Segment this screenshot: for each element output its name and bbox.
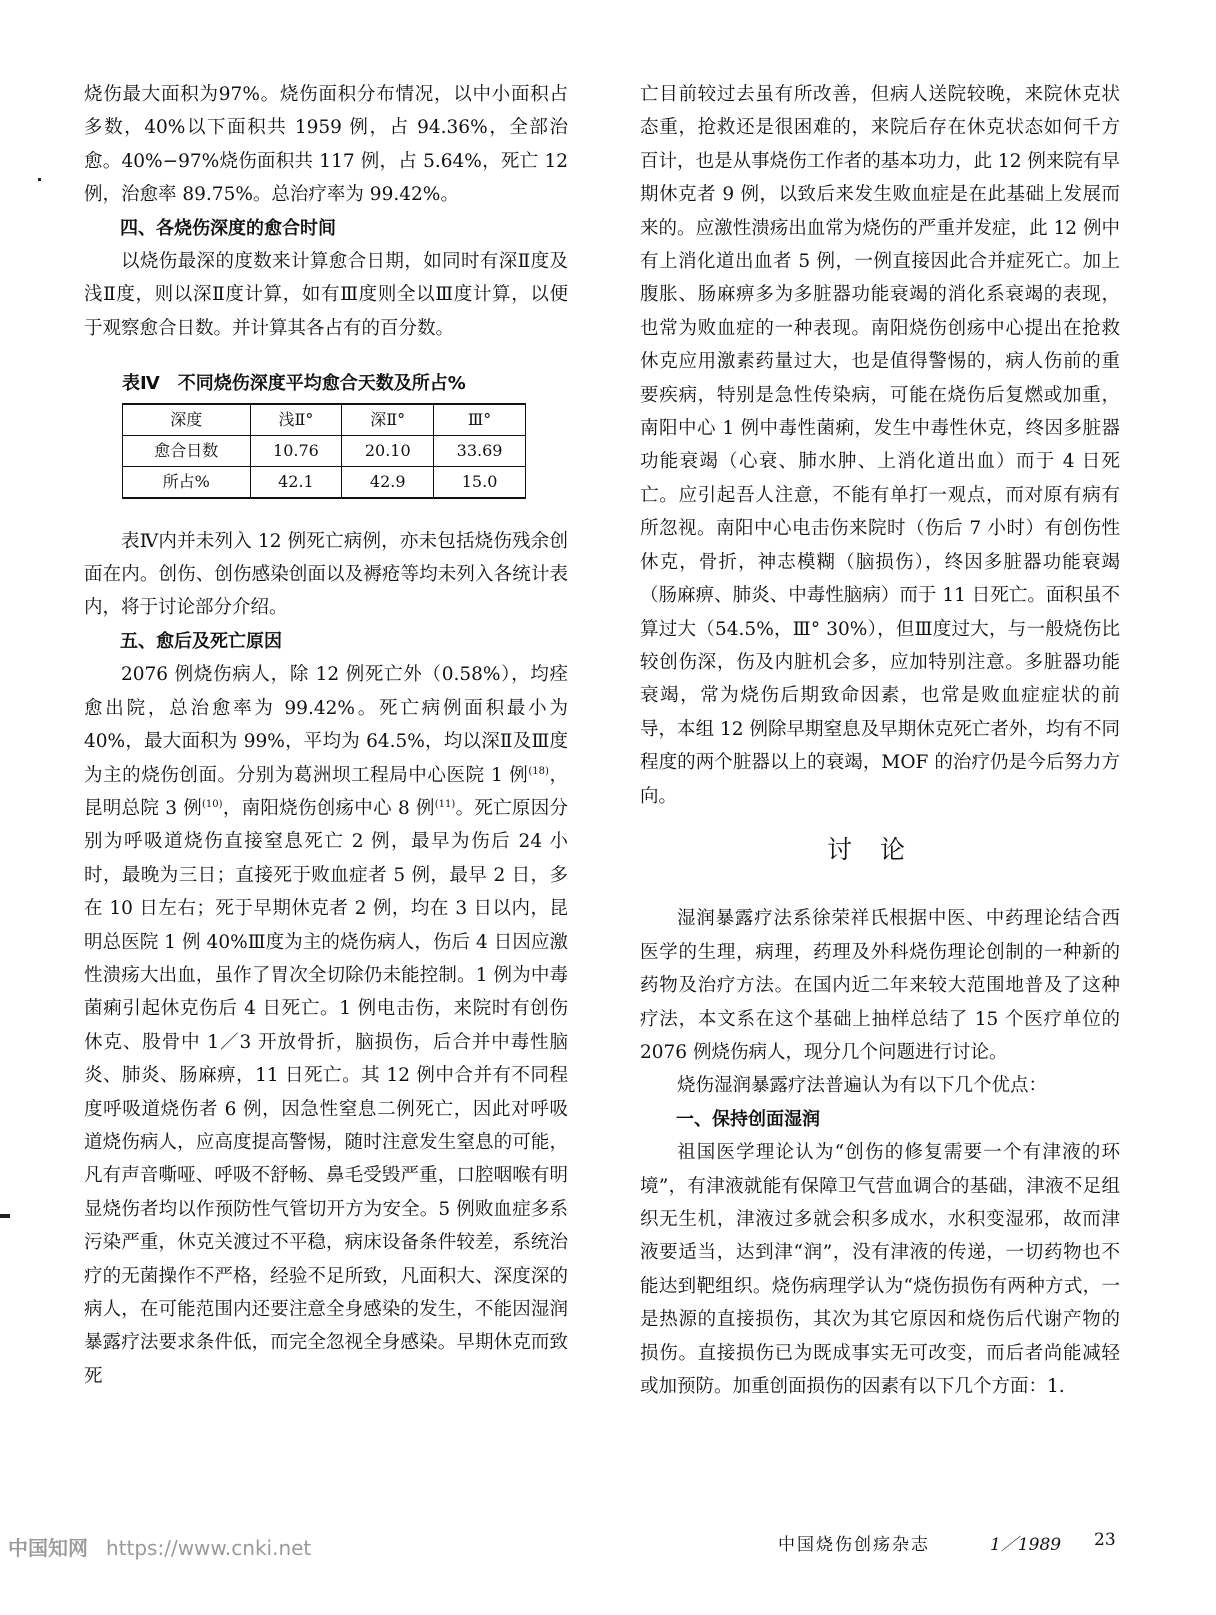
section-heading: 五、愈后及死亡原因 [120, 630, 282, 652]
table-cell: 所占% [123, 466, 251, 498]
watermark [8, 1532, 311, 1561]
table-row [123, 466, 526, 498]
citation: (10) [202, 798, 223, 810]
table-cell: 20.10 [342, 435, 434, 466]
paragraph [84, 658, 568, 1393]
paragraph: 烧伤湿润暴露疗法普遍认为有以下几个优点： [677, 1075, 1048, 1097]
table-header-row [123, 404, 526, 436]
paragraph: 烧伤最大面积为97%。烧伤面积分布情况，以中小面积占多数，40%以下面积共 1959 例，占 94.36%，全部治愈。40%−97%烧伤面积共 117 例，占 5.64%，死亡 12 例，治愈率 89.75%。总治疗率为 99.42%。 [84, 84, 568, 206]
table-header-cell: 浅Ⅱ° [250, 404, 342, 436]
section-heading: 四、各烧伤深度的愈合时间 [120, 217, 336, 239]
journal-name: 中国烧伤创疡杂志 [778, 1535, 930, 1555]
table-cell: 42.9 [342, 466, 434, 498]
section-title: 讨论 [826, 834, 933, 864]
text-run: 。死亡原因分别为呼吸道烧伤直接窒息死亡 2 例，最早为伤后 24 小时，最晚为三日；直接死于败血症者 5 例，最早 2 日，多在 10 日左右；死于早期休克者 2 例，均在 3 日以内，昆明总医院 1 例 40%Ⅲ度为主的烧伤病人，伤后 4 日因应激性溃疡大出血，虽作了胃次全切除仍未能控制。1 例为中毒菌痢引起休克伤后 4 日死亡。1 例电击伤，来院时有创伤休克、股骨中 1／3 开放骨折，脑损伤，后合并中毒性脑炎、肺炎、肠麻痹，11 日死亡。其 12 例中合并有不同程度呼吸道烧伤者 6 例，因急性窒息二例死亡，因此对呼吸道烧伤病人，应高度提高警惕，随时注意发生窒息的可能，凡有声音嘶哑、呼吸不舒畅、鼻毛受毁严重，口腔咽喉有明显烧伤者均以作预防性气管切开方为安全。5 例败血症多系污染严重，休克关渡过不平稳，病床设备条件较差，系统治疗的无菌操作不严格，经验不足所致，凡面积大、深度深的病人，在可能范围内还要注意全身感染的发生，不能因湿润暴露疗法要求条件低，而完全忽视全身感染。早期休克而致死 [84, 797, 568, 1387]
left-column [84, 78, 568, 1393]
paragraph: 表Ⅳ内并未列入 12 例死亡病例，亦未包括烧伤残余创面在内。创伤、创伤感染创面以及褥疮等均未列入各统计表内，将于讨论部分介绍。 [84, 530, 568, 619]
right-column [640, 78, 1120, 1403]
paragraph: 湿润暴露疗法系徐荣祥氏根据中医、中药理论结合西医学的生理，病理，药理及外科烧伤理论创制的一种新的药物及治疗方法。在国内近二年来较大范围地普及了这种疗法，本文系在这个基础上抽样总结了 15 个医疗单位的 2076 例烧伤病人，现分几个问题进行讨论。 [640, 908, 1120, 1063]
table-header-cell: 深Ⅱ° [342, 404, 434, 436]
paragraph: 亡目前较过去虽有所改善，但病人送院较晚，来院休克状态重，抢救还是很困难的，来院后存在休克状态如何千方百计，也是从事烧伤工作者的基本功力，此 12 例来院有早期休克者 9 例，以致后来发生败血症是在此基础上发展而来的。应激性溃疡出血常为烧伤的严重并发症，此 12 例中有上消化道出血者 5 例，一例直接因此合并症死亡。加上腹胀、肠麻痹多为多脏器功能衰竭的消化系衰竭的表现，也常为败血症的一种表现。南阳烧伤创疡中心提出在抢救休克应用激素药量过大，也是值得警惕的，病人伤前的重要疾病，特别是急性传染病，可能在烧伤后复燃或加重，南阳中心 1 例中毒性菌痢，发生中毒性休克，终因多脏器功能衰竭（心衰、肺水肿、上消化道出血）而于 4 日死亡。应引起吾人注意，不能有单打一观点，而对原有病有所忽视。南阳中心电击伤来院时（伤后 7 小时）有创伤性休克，骨折，神志模糊（脑损伤），终因多脏器功能衰竭（肠麻痹、肺炎、中毒性脑病）而于 11 日死亡。面积虽不算过大（54.5%，Ⅲ° 30%），但Ⅲ度过大，与一般烧伤比较创伤深，伤及内脏机会多，应加特别注意。多脏器功能衰竭，常为烧伤后期致命因素，也常是败血症症状的前导，本组 12 例除早期窒息及早期休克死亡者外，均有不同程度的两个脏器以上的衰竭，MOF 的治疗仍是今后努力方向。 [640, 84, 1120, 807]
issue-number: 1／1989 [990, 1535, 1062, 1555]
citation: (18) [528, 765, 549, 777]
watermark-url: https://www.cnki.net [106, 1536, 312, 1560]
paragraph: 以烧伤最深的度数来计算愈合日期，如同时有深Ⅱ度及浅Ⅱ度，则以深Ⅱ度计算，如有Ⅲ度则全以Ⅲ度计算，以便于观察愈合日数。并计算其各占有的百分数。 [84, 251, 568, 339]
data-table [122, 403, 526, 499]
table-cell: 42.1 [250, 466, 342, 498]
scan-mark [0, 1214, 10, 1218]
scan-mark [38, 178, 41, 181]
citation: (11) [434, 798, 456, 810]
text-run: 2076 例烧伤病人，除 12 例死亡外（0.58%），均痊愈出院，总治愈率为 99.42%。死亡病例面积最小为 40%，最大面积为 99%，平均为 64.5%，均以深Ⅱ及Ⅲ度为主的烧伤创面。分别为葛洲坝工程局中心医院 1 例 [84, 664, 568, 786]
table-cell: 愈合日数 [123, 435, 251, 466]
text-run: ，南阳烧伤创疡中心 8 例 [222, 797, 435, 819]
table-caption: 表Ⅳ 不同烧伤深度平均愈合天数及所占% [122, 373, 466, 395]
text-run: ，昆明总院 3 例 [84, 764, 568, 819]
section-heading: 一、保持创面湿润 [676, 1108, 820, 1130]
table-cell: 33.69 [434, 435, 526, 466]
table-header-cell: 深度 [123, 404, 251, 436]
paragraph: 祖国医学理论认为“创伤的修复需要一个有津液的环境”，有津液就能有保障卫气营血调合的基础，津液不足组织无生机，津液过多就会积多成水，水积变湿邪，故而津液要适当，达到津“润”，没有津液的传递，一切药物也不能达到靶组织。烧伤病理学认为“烧伤损伤有两种方式，一是热源的直接损伤，其次为其它原因和烧伤后代谢产物的损伤。直接损伤已为既成事实无可改变，而后者尚能减轻或加预防。加重创面损伤的因素有以下几个方面：1. [640, 1142, 1120, 1398]
table-cell: 15.0 [434, 466, 526, 498]
watermark-name: 中国知网 [8, 1536, 88, 1560]
table-header-cell: Ⅲ° [434, 404, 526, 436]
table-cell: 10.76 [250, 435, 342, 466]
table-row [123, 435, 526, 466]
page-number: 23 [1094, 1530, 1116, 1550]
